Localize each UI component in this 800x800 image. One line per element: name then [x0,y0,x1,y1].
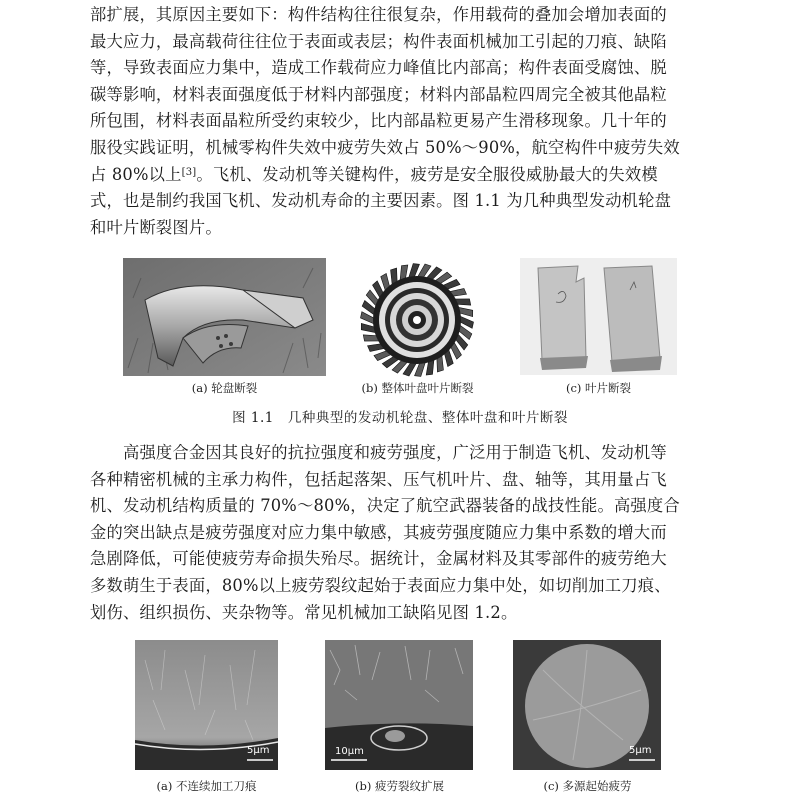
paragraph-2 [90,440,718,626]
text-line: 各种精密机械的主承力构件，包括起落架、压气机叶片、盘、轴等，其用量占飞 [90,469,667,489]
text-line: 最大应力，最高载荷往往位于表面或表层；构件表面机械加工引起的刀痕、缺陷 [90,31,667,51]
text-line: 多数萌生于表面，80%以上疲劳裂纹起始于表面应力集中处，如切削加工刀痕、 [90,575,671,595]
text-line: 和叶片断裂图片。 [90,217,222,237]
text-line: 碳等影响，材料表面强度低于材料内部强度；材料内部晶粒四周完全被其他晶粒 [90,84,667,104]
text-line: 式，也是制约我国飞机、发动机寿命的主要因素。图 1.1 为几种典型发动机轮盘 [90,191,672,211]
scale-bar-label: 5μm [629,745,652,756]
figure-caption: (b) 整体叶盘叶片断裂 [361,381,474,395]
scale-bar-label: 10μm [335,746,364,757]
figure-caption: (c) 多源起始疲劳 [543,779,632,793]
figure-caption: (a) 轮盘断裂 [191,381,258,395]
text-fragment: 占 80%以上 [90,164,182,184]
text-fragment: 飞机、发动机等关键构件，疲劳是安全服役威胁最大的失效模 [212,164,658,184]
crack-propagation-micrograph [325,640,473,770]
tool-mark-micrograph [135,640,278,770]
figure-caption: (a) 不连续加工刀痕 [156,779,257,793]
text-line: 机、发动机结构质量的 70%～80%，决定了航空武器装备的战技性能。高强度合 [90,496,680,516]
text-line [90,162,718,189]
text-line: 急剧降低，可能使疲劳寿命损失殆尽。据统计，金属材料及其零部件的疲劳绝大 [90,549,667,569]
paragraph-1 [90,2,718,241]
figure-caption: (c) 叶片断裂 [565,381,632,395]
citation-reference[interactable]: [3] [181,166,197,178]
blisk-fracture-photo [338,262,496,377]
figure-caption: (b) 疲劳裂纹扩展 [355,779,444,793]
text-line: 高强度合金因其良好的抗拉强度和疲劳强度，广泛用于制造飞机、发动机等 [90,443,667,462]
figure-title: 图 1.1 几种典型的发动机轮盘、整体叶盘和叶片断裂 [232,410,568,426]
text-line: 服役实践证明，机械零构件失效中疲劳失效占 50%～90%，航空构件中疲劳失效 [90,137,680,157]
disk-fracture-photo [123,258,326,376]
text-line: 所包围，材料表面晶粒所受约束较少，比内部晶粒更易产生滑移现象。几十年的 [90,111,667,131]
text-line: 金的突出缺点是疲劳强度对应力集中敏感，其疲劳强度随应力集中系数的增大而 [90,522,667,542]
multi-origin-fatigue-micrograph [513,640,661,770]
scale-bar-label: 5μm [247,745,270,756]
text-line: 等，导致表面应力集中，造成工作载荷应力峰值比内部高；构件表面受腐蚀、脱 [90,58,667,78]
text-fragment: 。 [196,164,213,184]
text-line: 划伤、组织损伤、夹杂物等。常见机械加工缺陷见图 1.2。 [90,602,518,622]
text-line: 部扩展，其原因主要如下：构件结构往往很复杂，作用载荷的叠加会增加表面的 [90,5,667,24]
blade-fracture-photo [520,258,677,375]
